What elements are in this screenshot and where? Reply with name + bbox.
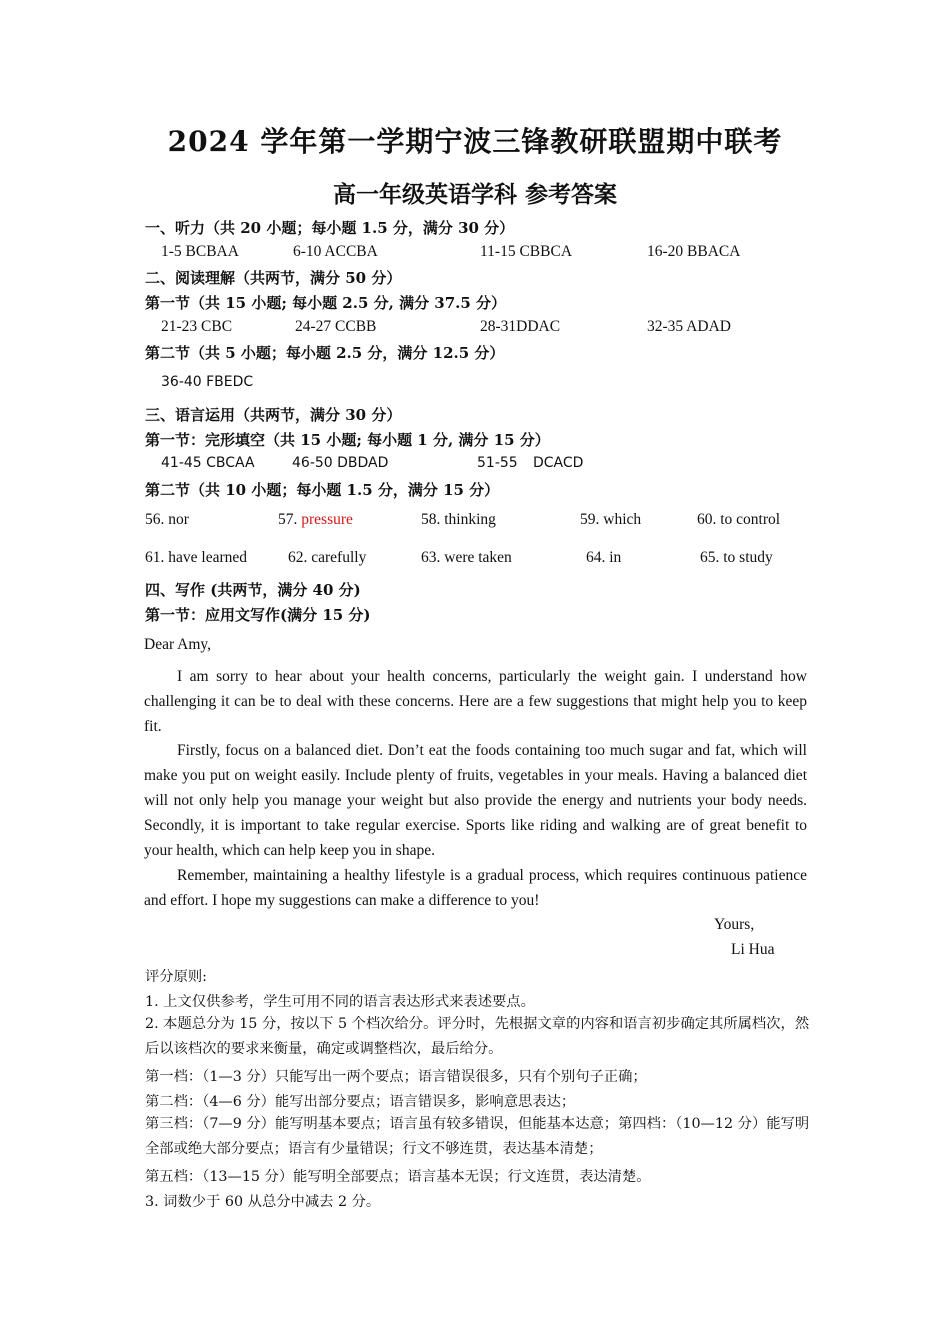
listening-answer: 11-15 CBBCA — [480, 243, 573, 260]
grammar-answer: 59. which — [580, 511, 642, 528]
reading-section2-answer: 36-40 FBEDC — [161, 374, 254, 390]
letter-salutation: Dear Amy, — [144, 636, 212, 653]
cloze-answer: 41-45 CBCAA — [161, 455, 255, 471]
letter-paragraph: Firstly, focus on a balanced diet. Don’t eat the foods containing too much sugar and fat, which will make you put on weight easily. Include plenty of fruits, vegetables in your meals. Having a balanced diet will not only help you manage your weight but also provide the energy and nutrients your body needs. Secondly, it is important to take regular exercise. Sports like riding and walking are of great benefit to your health, which can help keep you in shape. — [144, 742, 807, 859]
scoring-rule: 3. 词数少于 60 从总分中减去 2 分。 — [145, 1194, 381, 1210]
page-title: 2024 学年第一学期宁波三锋教研联盟期中联考 — [167, 125, 783, 158]
letter-paragraph: Remember, maintaining a healthy lifestyle is a gradual process, which requires continuous patience and effort. I hope my suggestions can make a difference to you! — [144, 867, 807, 909]
writing-header: 四、写作 (共两节，满分 40 分) — [145, 581, 361, 599]
grammar-answer: 63. were taken — [421, 549, 512, 566]
letter-signature: Li Hua — [731, 941, 775, 958]
page-subtitle: 高一年级英语学科 参考答案 — [332, 181, 617, 208]
grammar-answer: 57. pressure — [278, 511, 353, 528]
scoring-tier: 第一档：（1—3 分）只能写出一两个要点；语言错误很多，只有个别句子正确； — [145, 1069, 647, 1085]
grammar-header: 第二节（共 10 小题；每小题 1.5 分，满分 15 分） — [145, 481, 500, 499]
scoring-tier: 第三档：（7—9 分）能写明基本要点；语言虽有较多错误，但能基本达意；第四档：（10—12 分）能写明全部或绝大部分要点；语言有少量错误；行文不够连贯，表达基本清楚； — [145, 1116, 810, 1157]
highlighted-answer: pressure — [301, 511, 353, 528]
language-header: 三、语言运用（共两节，满分 30 分） — [145, 406, 402, 424]
reading-answer: 21-23 CBC — [161, 318, 233, 335]
listening-answer: 16-20 BBACA — [647, 243, 741, 260]
writing-section1-header: 第一节：应用文写作(满分 15 分) — [145, 606, 371, 624]
grammar-answer: 61. have learned — [145, 549, 247, 566]
scoring-tier: 第二档：（4—6 分）能写出部分要点；语言错误多，影响意思表达； — [145, 1094, 576, 1110]
reading-answer: 28-31DDAC — [480, 318, 561, 335]
cloze-answer: DCACD — [533, 455, 584, 471]
grammar-answer: 64. in — [586, 549, 622, 566]
grammar-answer: 62. carefully — [288, 549, 367, 566]
grammar-answer: 60. to control — [697, 511, 781, 528]
reading-section1-header: 第一节（共 15 小题; 每小题 2.5 分, 满分 37.5 分） — [145, 294, 507, 312]
reading-header: 二、阅读理解（共两节，满分 50 分） — [145, 269, 402, 287]
scoring-rule: 1. 上文仅供参考，学生可用不同的语言表达形式来表述要点。 — [145, 994, 535, 1010]
reading-answer: 24-27 CCBB — [295, 318, 377, 335]
cloze-header: 第一节：完形填空（共 15 小题; 每小题 1 分, 满分 15 分） — [145, 431, 550, 449]
letter-paragraph: I am sorry to hear about your health concerns, particularly the weight gain. I understand how challenging it can be to deal with these concerns. Here are a few suggestions that might help you to keep fit. — [144, 668, 807, 735]
cloze-answer: 46-50 DBDAD — [292, 455, 389, 471]
listening-answer: 1-5 BCBAA — [161, 243, 239, 260]
cloze-answer: 51-55 — [477, 455, 518, 471]
reading-section2-header: 第二节（共 5 小题；每小题 2.5 分，满分 12.5 分） — [145, 344, 505, 362]
grammar-answer: 65. to study — [700, 549, 773, 566]
reading-answer: 32-35 ADAD — [647, 318, 731, 335]
grammar-answer: 56. nor — [145, 511, 189, 528]
scoring-rule: 2. 本题总分为 15 分，按以下 5 个档次给分。评分时，先根据文章的内容和语言初步确定其所属档次，然后以该档次的要求来衡量，确定或调整档次，最后给分。 — [145, 1016, 810, 1057]
listening-answer: 6-10 ACCBA — [293, 243, 378, 260]
scoring-header: 评分原则: — [145, 969, 208, 985]
letter-closing: Yours, — [714, 916, 755, 933]
scoring-tier: 第五档：（13—15 分）能写明全部要点；语言基本无误；行文连贯，表达清楚。 — [145, 1169, 651, 1185]
listening-header: 一、听力（共 20 小题；每小题 1.5 分，满分 30 分） — [145, 219, 515, 237]
grammar-answer: 58. thinking — [421, 511, 496, 528]
